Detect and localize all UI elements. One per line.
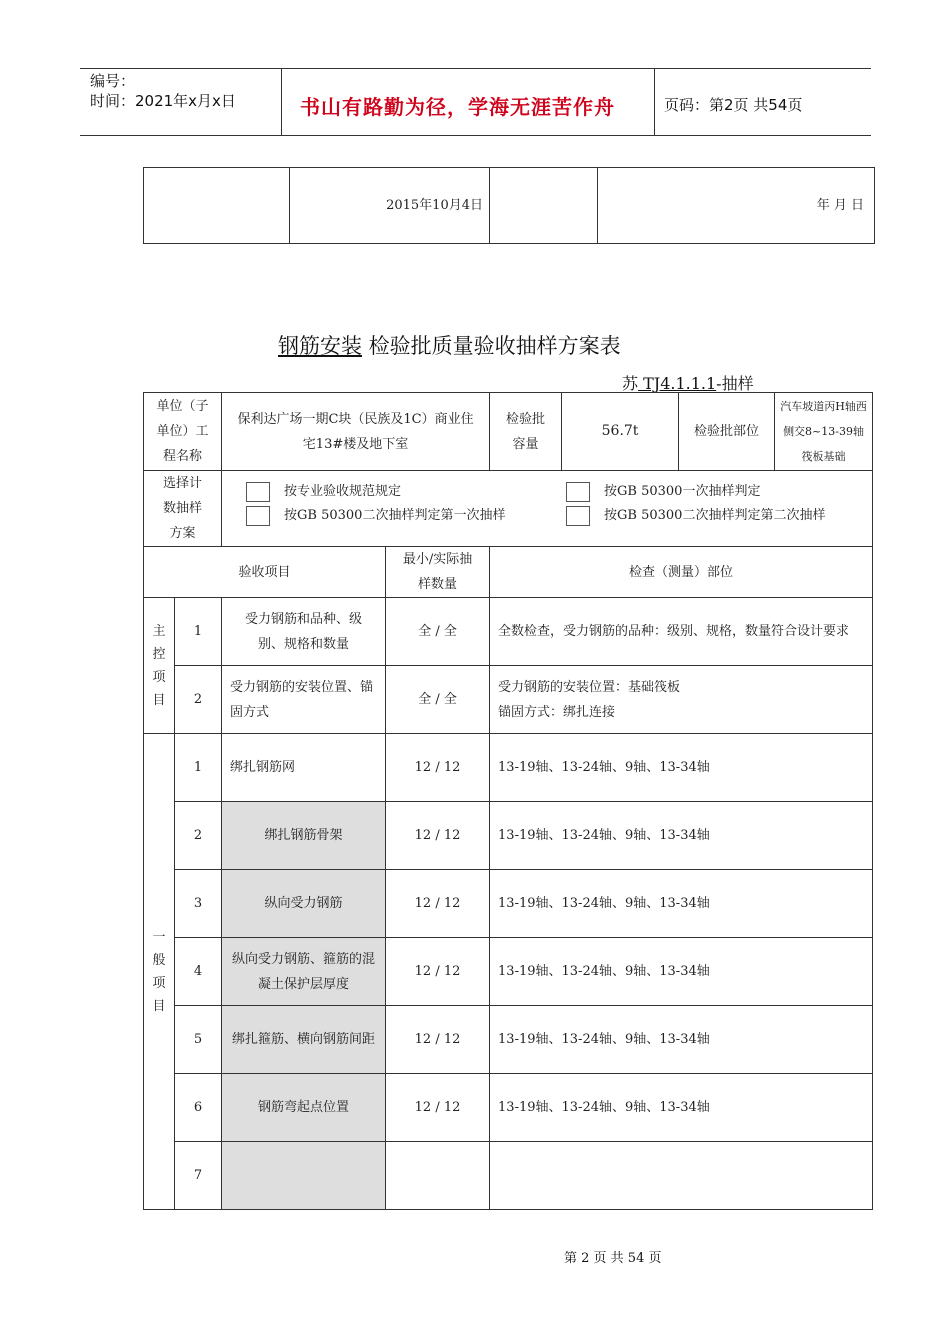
- general-item-location: 13-19轴、13-24轴、9轴、13-34轴: [490, 1074, 873, 1142]
- plan-option-3[interactable]: [246, 505, 505, 527]
- header-divider-left: [281, 68, 282, 135]
- plan-option-4-label: 按GB 50300二次抽样判定第二次抽样: [604, 508, 826, 523]
- general-item-count: 12 / 12: [386, 1006, 490, 1074]
- general-item-count: 12 / 12: [386, 870, 490, 938]
- general-item-name: [222, 1142, 386, 1210]
- main-item-location: 全数检查，受力钢筋的品种：级别、规格，数量符合设计要求: [490, 598, 873, 666]
- plan-option-2-label: 按GB 50300一次抽样判定: [604, 484, 761, 499]
- main-item-location: 受力钢筋的安装位置：基础筏板 锚固方式：绑扎连接: [490, 666, 873, 734]
- plan-option-2-checkbox[interactable]: [566, 482, 590, 502]
- plan-option-3-label: 按GB 50300二次抽样判定第一次抽样: [284, 508, 506, 523]
- general-item-count: [386, 1142, 490, 1210]
- general-item-row: [144, 734, 873, 802]
- general-item-row: [144, 938, 873, 1006]
- plan-option-1-label: 按专业验收规范规定: [284, 484, 402, 499]
- header-divider-right: [654, 68, 655, 135]
- general-item-location: [490, 1142, 873, 1210]
- main-item-count: 全 / 全: [386, 666, 490, 734]
- main-group-label: 主控项目: [144, 598, 175, 734]
- general-item-name: 绑扎钢筋骨架: [222, 802, 386, 870]
- capacity-label-cell: 检验批容量: [490, 393, 562, 471]
- capacity-value-cell: 56.7t: [562, 393, 679, 471]
- main-item-row: [144, 666, 873, 734]
- general-item-no: 6: [175, 1074, 222, 1142]
- general-item-count: 12 / 12: [386, 1074, 490, 1142]
- col-header-item: 验收项目: [144, 547, 386, 598]
- header-bottom-rule: [80, 135, 871, 136]
- general-item-name: 绑扎箍筋、横向钢筋间距: [222, 1006, 386, 1074]
- general-item-name: 纵向受力钢筋、箍筋的混凝土保护层厚度: [222, 938, 386, 1006]
- general-group-label: 一般项目: [144, 734, 175, 1210]
- plan-option-1-checkbox[interactable]: [246, 482, 270, 502]
- general-item-location: 13-19轴、13-24轴、9轴、13-34轴: [490, 1006, 873, 1074]
- general-item-location: 13-19轴、13-24轴、9轴、13-34轴: [490, 734, 873, 802]
- main-item-row: [144, 598, 873, 666]
- general-item-count: 12 / 12: [386, 734, 490, 802]
- form-code-suffix: -抽样: [716, 374, 754, 393]
- general-item-row: [144, 870, 873, 938]
- general-item-no: 5: [175, 1006, 222, 1074]
- unit-label-cell: 单位（子单位）工程名称: [144, 393, 222, 471]
- location-label-cell: 检验批部位: [679, 393, 775, 471]
- general-item-row: [144, 1074, 873, 1142]
- general-item-row: [144, 802, 873, 870]
- sign-date-cell: 2015年10月4日: [290, 168, 490, 244]
- form-code: [622, 371, 754, 394]
- plan-label-cell: 选择计数抽样方案: [144, 471, 222, 547]
- col-header-location: 检查（测量）部位: [490, 547, 873, 598]
- signature-date-table: [143, 167, 875, 244]
- general-item-no: 3: [175, 870, 222, 938]
- form-code-value: TJ4.1.1.1: [638, 374, 717, 393]
- location-value-cell: 汽车坡道丙H轴西侧交8~13-39轴筏板基础: [775, 393, 873, 471]
- sampling-plan-table: [143, 392, 873, 1210]
- general-item-name: 钢筋弯起点位置: [222, 1074, 386, 1142]
- main-item-no: 2: [175, 666, 222, 734]
- general-item-count: 12 / 12: [386, 802, 490, 870]
- col-header-count: 最小/实际抽样数量: [386, 547, 490, 598]
- plan-option-4-checkbox[interactable]: [566, 506, 590, 526]
- plan-option-3-checkbox[interactable]: [246, 506, 270, 526]
- general-item-no: 1: [175, 734, 222, 802]
- page-footer: 第 2 页 共 54 页: [564, 1251, 662, 1266]
- main-item-no: 1: [175, 598, 222, 666]
- general-item-row: [144, 1142, 873, 1210]
- general-item-count: 12 / 12: [386, 938, 490, 1006]
- unit-value-cell: 保利达广场一期C块（民族及1C）商业住宅13#楼及地下室: [222, 393, 490, 471]
- main-item-name: 受力钢筋的安装位置、锚固方式: [222, 666, 386, 734]
- form-title: [278, 330, 621, 360]
- plan-option-2[interactable]: [566, 481, 760, 503]
- general-item-location: 13-19轴、13-24轴、9轴、13-34轴: [490, 802, 873, 870]
- main-item-count: 全 / 全: [386, 598, 490, 666]
- sign-cell-empty-2: [490, 168, 598, 244]
- general-item-location: 13-19轴、13-24轴、9轴、13-34轴: [490, 870, 873, 938]
- general-item-no: 7: [175, 1142, 222, 1210]
- form-title-underlined: 钢筋安装: [278, 334, 362, 358]
- plan-option-4[interactable]: [566, 505, 825, 527]
- header-top-rule: [80, 68, 871, 69]
- form-code-prefix: 苏: [622, 374, 639, 393]
- document-number-label: 编号：: [90, 72, 136, 90]
- general-item-location: 13-19轴、13-24轴、9轴、13-34轴: [490, 938, 873, 1006]
- plan-option-1[interactable]: [246, 481, 401, 503]
- header-motto: 书山有路勤为径，学海无涯苦作舟: [300, 95, 615, 119]
- plan-options-cell: [222, 471, 873, 547]
- general-item-no: 4: [175, 938, 222, 1006]
- general-item-row: [144, 1006, 873, 1074]
- general-item-no: 2: [175, 802, 222, 870]
- general-item-name: 纵向受力钢筋: [222, 870, 386, 938]
- sign-date-blank-cell: 年 月 日: [598, 168, 875, 244]
- form-title-rest: 检验批质量验收抽样方案表: [362, 334, 621, 358]
- main-item-name: 受力钢筋和品种、级别、规格和数量: [222, 598, 386, 666]
- sign-cell-empty: [144, 168, 290, 244]
- document-time-label: 时间：2021年x月x日: [90, 92, 236, 110]
- header-page-label: 页码：第2页 共54页: [664, 96, 803, 114]
- general-item-name: 绑扎钢筋网: [222, 734, 386, 802]
